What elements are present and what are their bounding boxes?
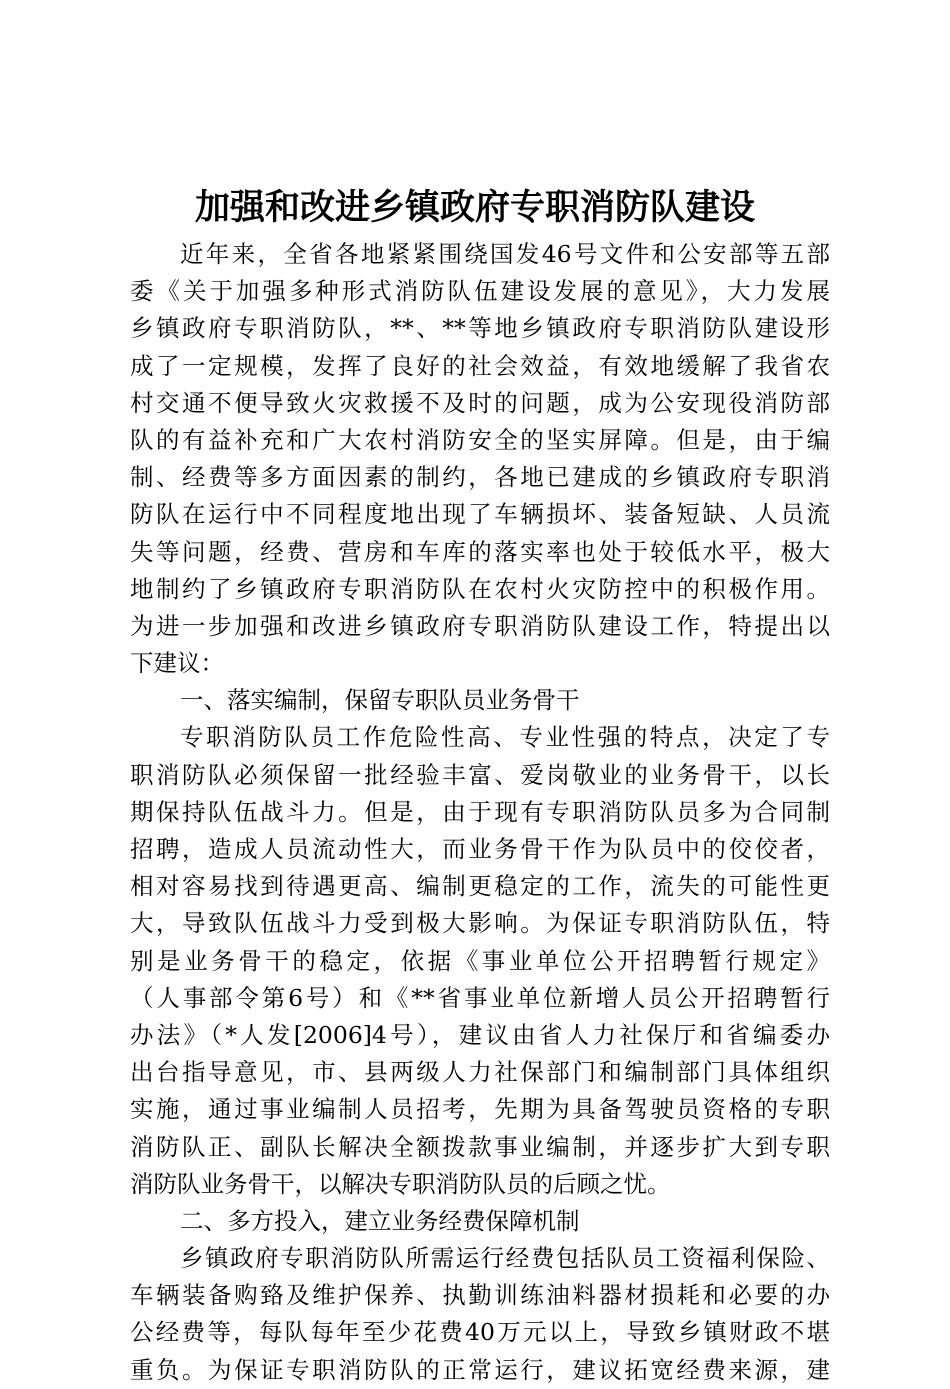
paragraph-line: 职消防队必须保留一批经验丰富、爱岗敬业的业务骨干，以长 bbox=[130, 760, 830, 789]
paragraph-line: 期保持队伍战斗力。但是，由于现有专职消防队员多为合同制 bbox=[130, 797, 830, 826]
paragraph-line: 大，导致队伍战斗力受到极大影响。为保证专职消防队伍，特 bbox=[130, 909, 830, 938]
paragraph-line: 防队在运行中不同程度地出现了车辆损坏、装备短缺、人员流 bbox=[130, 500, 830, 529]
paragraph-line: 队的有益补充和广大农村消防安全的坚实屏障。但是，由于编 bbox=[130, 425, 830, 454]
paragraph-line: 办法》（*人发[2006]4号），建议由省人力社保厅和省编委办 bbox=[130, 1020, 830, 1049]
paragraph-line: 地制约了乡镇政府专职消防队在农村火灾防控中的积极作用。 bbox=[130, 574, 830, 603]
paragraph-line: 乡镇政府专职消防队，**、**等地乡镇政府专职消防队建设形 bbox=[130, 314, 830, 343]
section-heading: 二、多方投入，建立业务经费保障机制 bbox=[180, 1206, 580, 1235]
document-body bbox=[130, 236, 830, 1389]
paragraph-line: （人事部令第6号）和《**省事业单位新增人员公开招聘暂行 bbox=[130, 983, 830, 1012]
paragraph-line: 相对容易找到待遇更高、编制更稳定的工作，流失的可能性更 bbox=[130, 872, 830, 901]
paragraph-line: 乡镇政府专职消防队所需运行经费包括队员工资福利保险、 bbox=[180, 1244, 830, 1273]
paragraph-line: 消防队业务骨干，以解决专职消防队员的后顾之忧。 bbox=[130, 1169, 671, 1198]
paragraph-line: 委《关于加强多种形式消防队伍建设发展的意见》，大力发展 bbox=[130, 277, 830, 306]
paragraph-line: 为进一步加强和改进乡镇政府专职消防队建设工作，特提出以 bbox=[130, 611, 830, 640]
paragraph-line: 公经费等，每队每年至少花费40万元以上，导致乡镇财政不堪 bbox=[130, 1318, 830, 1347]
paragraph-line: 村交通不便导致火灾救援不及时的问题，成为公安现役消防部 bbox=[130, 388, 830, 417]
paragraph-line: 重负。为保证专职消防队的正常运行，建议拓宽经费来源，建 bbox=[130, 1355, 830, 1384]
document-title: 加强和改进乡镇政府专职消防队建设 bbox=[194, 187, 755, 228]
paragraph-line: 实施，通过事业编制人员招考，先期为具备驾驶员资格的专职 bbox=[130, 1095, 830, 1124]
paragraph-line: 成了一定规模，发挥了良好的社会效益，有效地缓解了我省农 bbox=[130, 351, 830, 380]
paragraph-line: 消防队正、副队长解决全额拨款事业编制，并逐步扩大到专职 bbox=[130, 1132, 830, 1161]
paragraph-line: 出台指导意见，市、县两级人力社保部门和编制部门具体组织 bbox=[130, 1058, 830, 1087]
section-heading: 一、落实编制，保留专职队员业务骨干 bbox=[180, 686, 580, 715]
paragraph-line: 别是业务骨干的稳定，依据《事业单位公开招聘暂行规定》 bbox=[130, 946, 830, 975]
paragraph-line: 失等问题，经费、营房和车库的落实率也处于较低水平，极大 bbox=[130, 537, 830, 566]
paragraph-line: 专职消防队员工作危险性高、专业性强的特点，决定了专 bbox=[180, 723, 830, 752]
paragraph-line: 车辆装备购臵及维护保养、执勤训练油料器材损耗和必要的办 bbox=[130, 1281, 830, 1310]
paragraph-line: 下建议： bbox=[130, 649, 224, 678]
paragraph-line: 招聘，造成人员流动性大，而业务骨干作为队员中的佼佼者， bbox=[130, 835, 830, 863]
paragraph-line: 制、经费等多方面因素的制约，各地已建成的乡镇政府专职消 bbox=[130, 463, 830, 492]
paragraph-line: 近年来，全省各地紧紧围绕国发46号文件和公安部等五部 bbox=[180, 240, 830, 268]
